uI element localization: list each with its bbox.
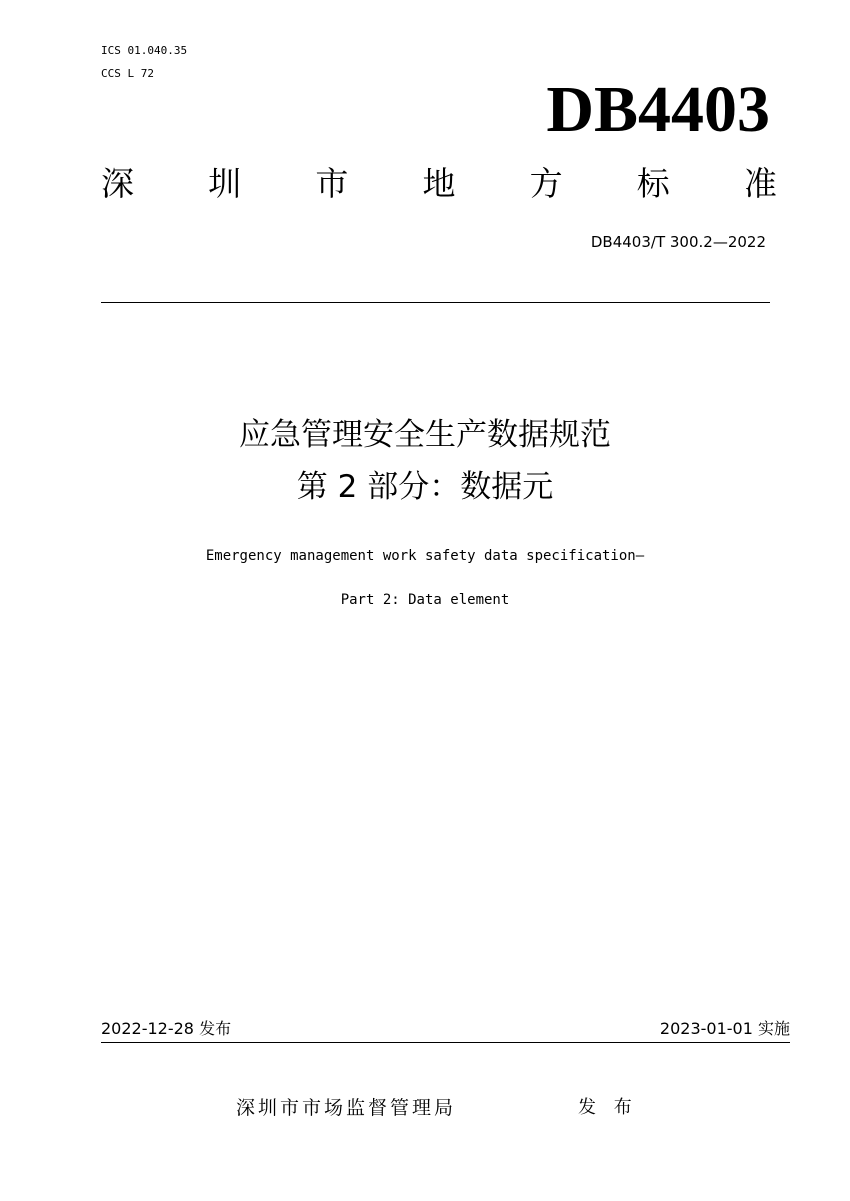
standard-type-char: 准 [743, 164, 777, 203]
standard-type-char: 深 [101, 164, 134, 203]
english-title-line-2: Part 2: Data element [340, 592, 510, 608]
db-code: DB4403 [546, 73, 770, 146]
publisher-name: 深圳市市场监督管理局 [236, 1097, 457, 1119]
english-title-line-1: Emergency management work safety data specification— [205, 548, 645, 564]
title-line-2: 第 2 部分：数据元 [296, 469, 554, 505]
publish-label: 发 布 [578, 1097, 638, 1118]
standard-type-char: 方 [529, 164, 563, 203]
standard-type-char: 市 [315, 164, 349, 203]
bottom-divider [101, 1042, 790, 1043]
top-divider [101, 302, 770, 303]
issue-date: 2022-12-28 发布 [101, 1019, 232, 1038]
standard-type-char: 地 [422, 164, 456, 203]
ccs-code: CCS L 72 [101, 67, 154, 80]
title-line-1: 应急管理安全生产数据规范 [239, 417, 611, 453]
implementation-date: 2023-01-01 实施 [659, 1019, 790, 1038]
standard-type-char: 标 [636, 164, 670, 203]
standard-type-char: 圳 [208, 164, 242, 203]
ics-code: ICS 01.040.35 [101, 44, 188, 57]
standard-type [101, 162, 777, 206]
standard-number: DB4403/T 300.2—2022 [590, 233, 766, 251]
